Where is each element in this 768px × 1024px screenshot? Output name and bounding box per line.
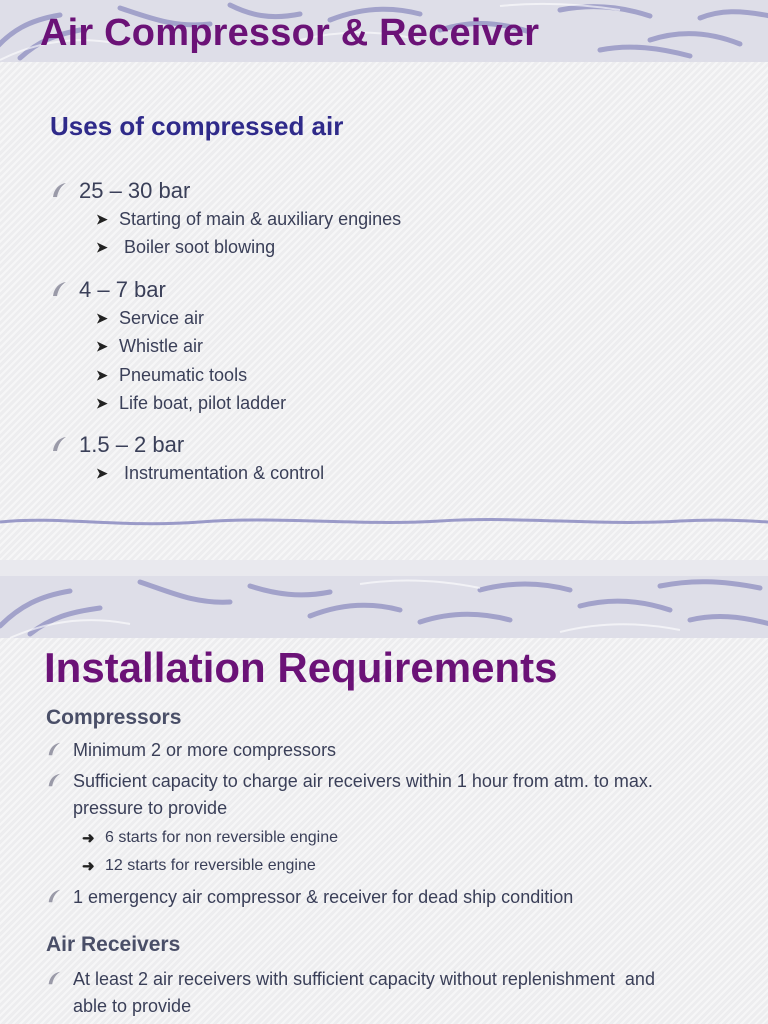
arrow-right-icon: ➜ [82,858,95,875]
section-heading-compressors: Compressors [46,706,182,729]
arrow-right-icon: ➜ [82,830,95,847]
slide-installation-requirements [0,576,768,1024]
page-title: Air Compressor & Receiver [40,12,540,54]
list-item: 4 – 7 bar [79,277,166,302]
chevron-right-icon: ➤ [96,310,108,326]
swirl-pattern-icon [0,576,768,638]
swoosh-bullet-icon [46,888,62,904]
list-item: 6 starts for non reversible engine [105,829,339,846]
chevron-right-icon: ➤ [96,239,108,255]
list-item: Service air [119,308,205,328]
list-item: Instrumentation & control [119,463,325,483]
chevron-right-icon: ➤ [96,211,108,227]
swoosh-bullet-icon [50,181,68,199]
chevron-right-icon: ➤ [96,367,108,383]
list-item: 1 emergency air compressor & receiver for dead ship condition [73,887,574,907]
list-item: 12 starts for reversible engine [105,857,316,874]
list-item: 25 – 30 bar [79,178,191,203]
list-item-continuation: able to provide [73,996,192,1016]
list-item: Life boat, pilot ladder [119,393,287,413]
list-item: 1.5 – 2 bar [79,432,185,457]
section-subtitle: Uses of compressed air [50,111,344,141]
section-heading-air-receivers: Air Receivers [46,933,181,956]
list-item: Whistle air [119,336,204,356]
chevron-right-icon: ➤ [96,338,108,354]
swoosh-bullet-icon [50,435,68,453]
list-item: Minimum 2 or more compressors [73,740,337,760]
swoosh-bullet-icon [46,772,62,788]
list-item: Sufficient capacity to charge air receivers within 1 hour from atm. to max. [73,771,653,791]
list-item-continuation: pressure to provide [73,798,228,818]
swoosh-bullet-icon [46,970,62,986]
chevron-right-icon: ➤ [96,395,108,411]
decorative-header-band [0,576,768,638]
list-item: Starting of main & auxiliary engines [119,209,402,229]
swoosh-bullet-icon [50,280,68,298]
chevron-right-icon: ➤ [96,465,108,481]
swoosh-bullet-icon [46,741,62,757]
page-title: Installation Requirements [44,644,558,691]
list-item: Pneumatic tools [119,365,248,385]
list-item: At least 2 air receivers with sufficient capacity without replenishment and [73,969,655,989]
wavy-divider [0,512,768,532]
list-item: Boiler soot blowing [119,237,276,257]
